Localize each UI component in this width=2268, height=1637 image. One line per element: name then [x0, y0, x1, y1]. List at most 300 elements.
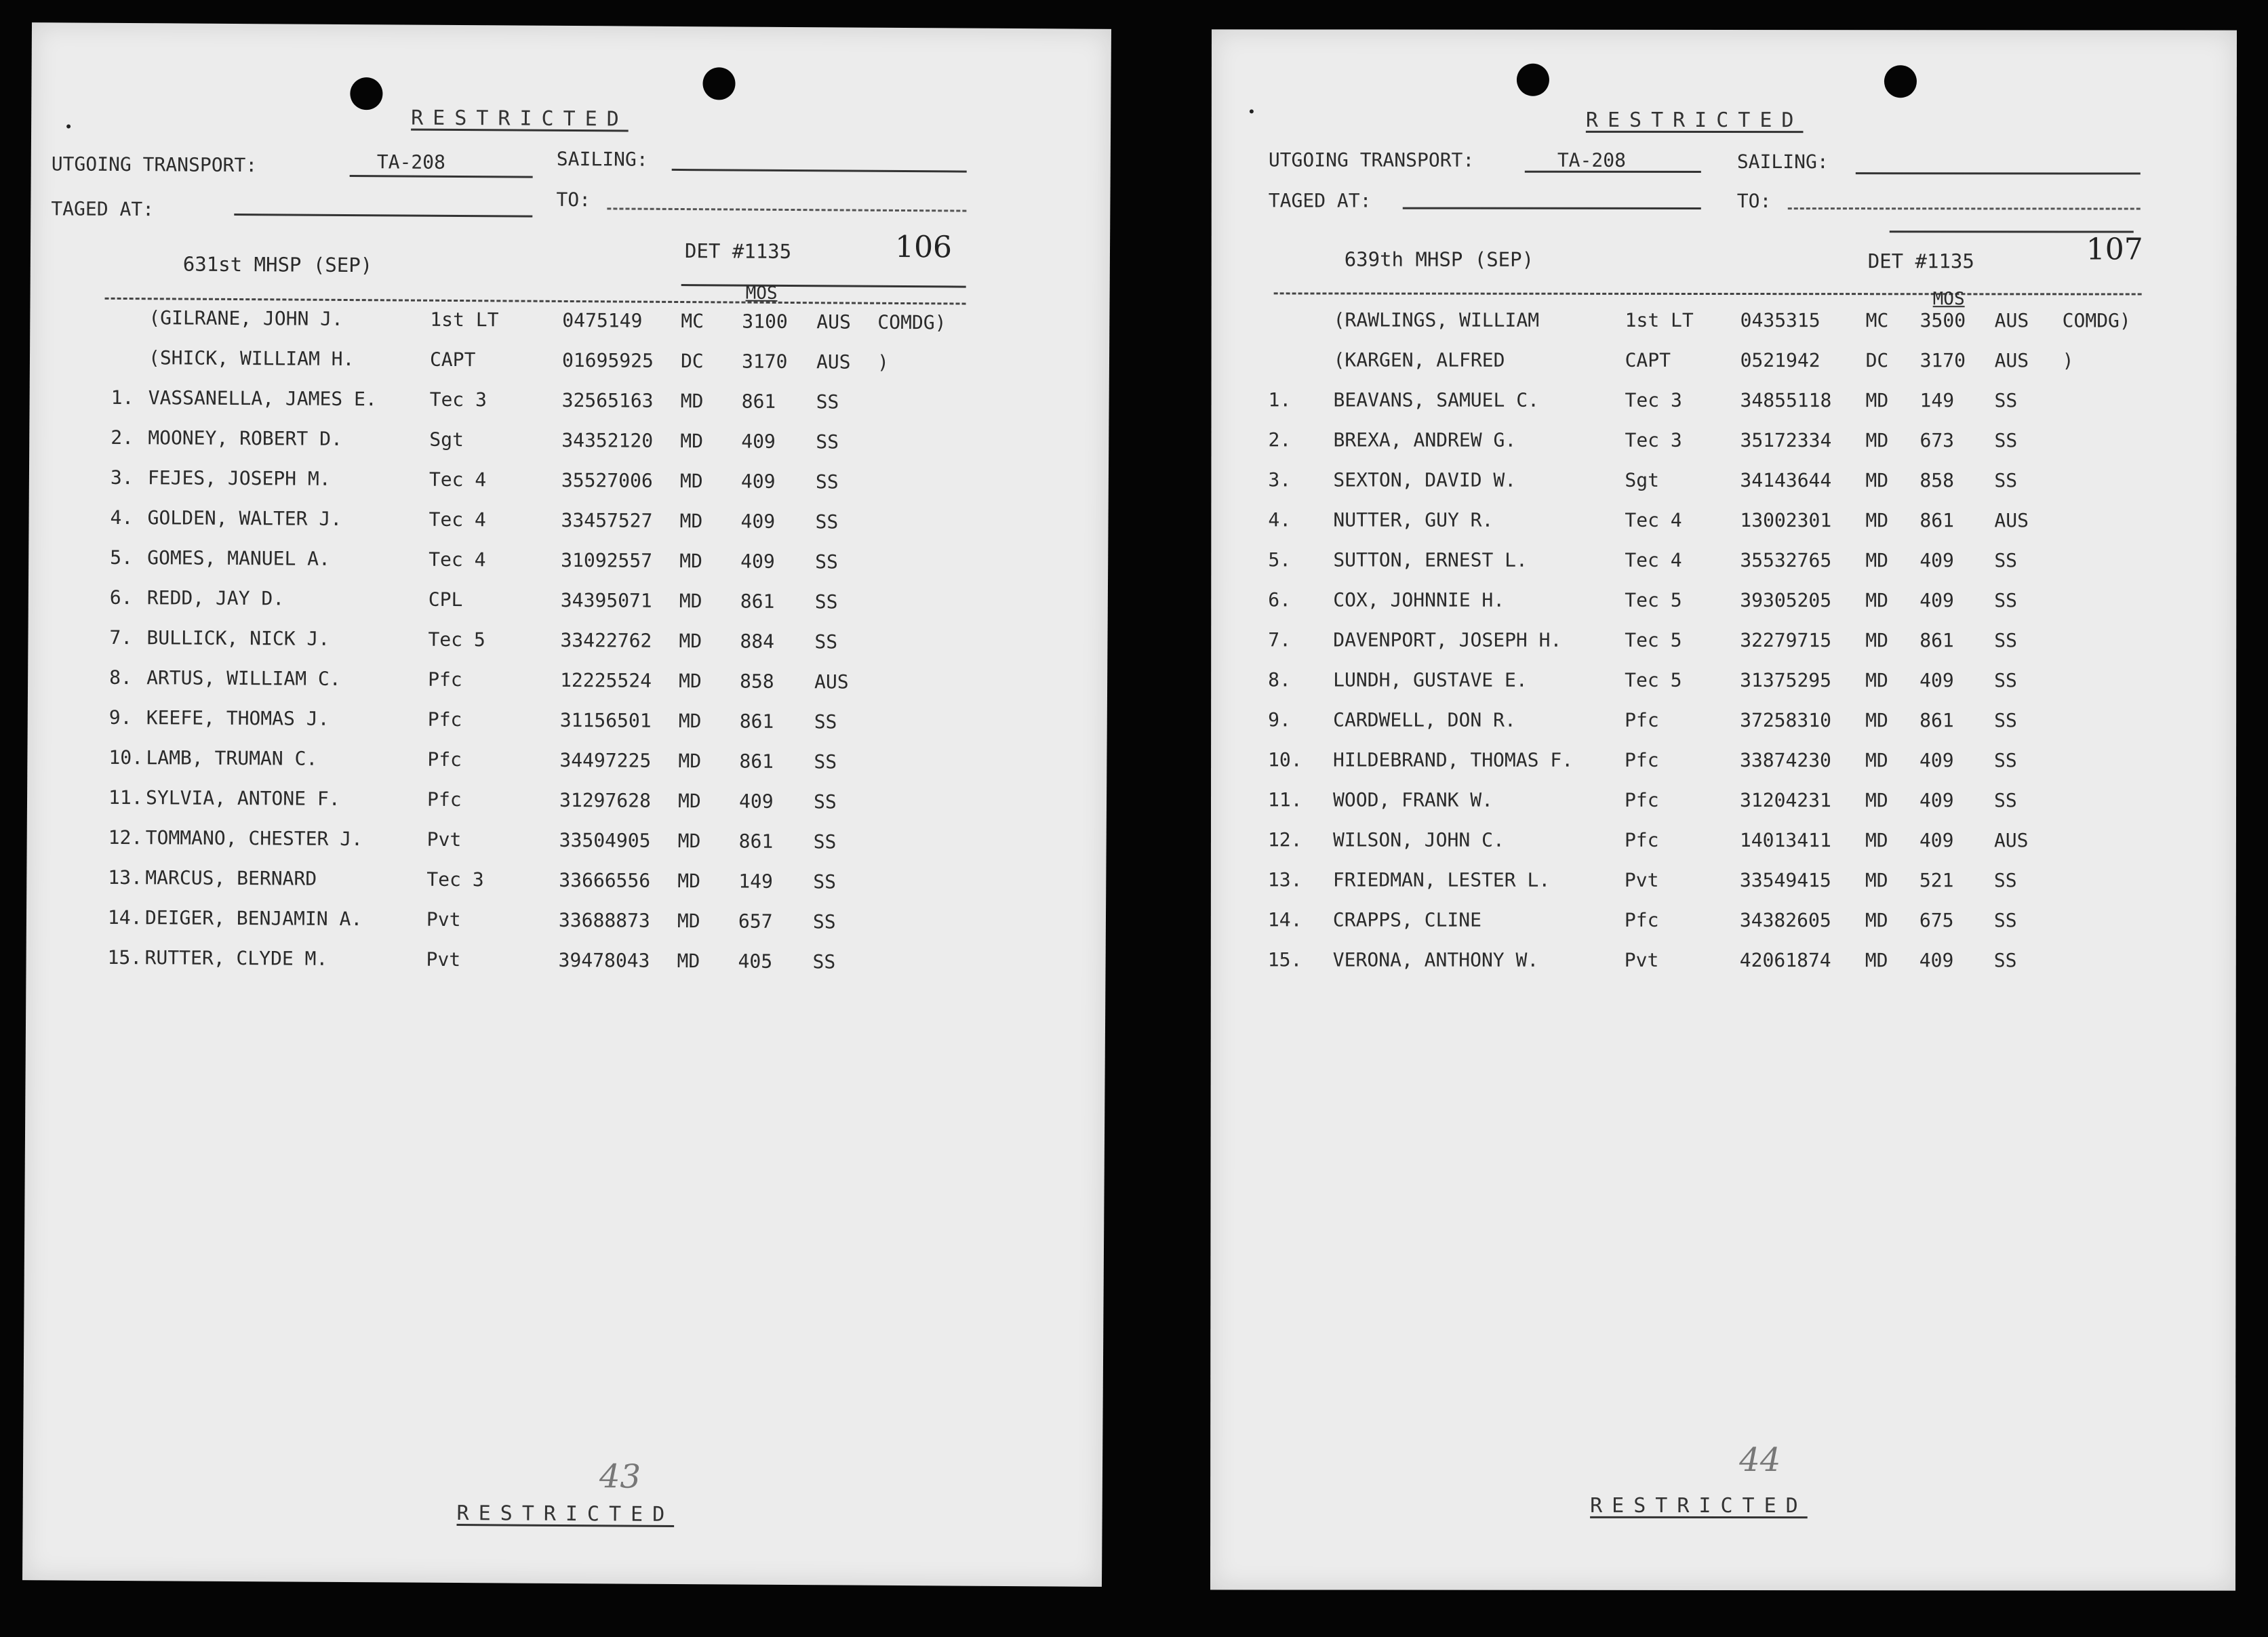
roster-row	[26, 906, 1043, 939]
rank: Tec 4	[1625, 548, 1682, 571]
component: SS	[1994, 589, 2018, 612]
rank: Pvt	[426, 948, 461, 971]
soldier-name: SYLVIA, ANTONE F.	[145, 786, 340, 810]
row-number: 11.	[1267, 788, 1302, 811]
mos-code: 3100	[742, 310, 788, 333]
branch: MD	[679, 590, 702, 613]
serial-number: 33504905	[559, 828, 651, 852]
soldier-name: KEEFE, THOMAS J.	[146, 706, 330, 730]
soldier-name: HILDEBRAND, THOMAS F.	[1333, 748, 1574, 771]
branch: MD	[680, 430, 704, 453]
rank: Pfc	[427, 708, 462, 731]
roster-row	[1211, 788, 2228, 816]
branch: MD	[1865, 709, 1888, 732]
roster-row	[26, 866, 1043, 899]
soldier-name: (GILRANE, JOHN J.	[148, 306, 344, 330]
serial-number: 01695925	[561, 348, 654, 372]
roster-row	[28, 666, 1045, 699]
row-number: 8.	[109, 666, 132, 689]
mos-code: 149	[738, 870, 773, 893]
unit-designation: 639th MHSP (SEP)	[1344, 247, 1534, 271]
header-rule	[1274, 292, 2142, 295]
component: AUS	[1993, 829, 2029, 852]
mos-code: 675	[1919, 909, 1954, 932]
soldier-name: LAMB, TRUMAN C.	[146, 746, 318, 770]
branch: MD	[1865, 469, 1889, 492]
roster-row	[1211, 948, 2228, 976]
to-line	[1788, 207, 2141, 209]
branch: MC	[681, 310, 704, 333]
rank: Tec 3	[426, 868, 484, 891]
roster-row	[27, 786, 1044, 819]
roster-row	[1211, 748, 2228, 776]
row-number: 15.	[107, 946, 142, 969]
row-number: 14.	[1267, 908, 1302, 931]
serial-number: 0435315	[1740, 309, 1821, 332]
rank: Pfc	[1624, 828, 1659, 851]
branch: MD	[678, 710, 702, 733]
rank: CPL	[428, 588, 463, 611]
transport-line	[1525, 171, 1701, 173]
component: SS	[812, 950, 836, 973]
component: AUS	[816, 350, 851, 373]
row-number: 15.	[1267, 948, 1302, 971]
to-line	[607, 207, 966, 211]
component: SS	[1994, 549, 2018, 572]
serial-number: 31204231	[1739, 789, 1831, 812]
branch: MD	[678, 750, 702, 773]
speck	[1250, 109, 1254, 113]
branch: MD	[1865, 869, 1888, 892]
left-page	[22, 22, 1111, 1587]
roster-row	[1211, 668, 2228, 696]
branch: DC	[680, 350, 704, 373]
outgoing-transport-label: UTGOING TRANSPORT:	[51, 153, 258, 177]
restricted-header: RESTRICTED	[1585, 108, 1804, 133]
row-number: 13.	[1267, 868, 1302, 891]
branch: MD	[679, 510, 703, 533]
roster-row	[30, 346, 1047, 379]
component: AUS	[1994, 349, 2029, 372]
serial-number: 39478043	[558, 948, 650, 972]
serial-number: 13002301	[1740, 509, 1832, 532]
component: SS	[815, 550, 839, 573]
serial-number: 31092557	[561, 548, 653, 572]
component: AUS	[1994, 309, 2029, 332]
soldier-name: GOMES, MANUEL A.	[147, 546, 331, 570]
rank: 1st LT	[430, 308, 499, 331]
rank: Tec 4	[429, 508, 486, 531]
serial-number: 33549415	[1739, 869, 1831, 892]
punch-hole	[702, 67, 735, 100]
mos-code: 861	[740, 590, 775, 613]
rank: Tec 3	[1625, 388, 1682, 411]
soldier-name: CRAPPS, CLINE	[1332, 908, 1482, 931]
component: SS	[1993, 909, 2017, 932]
branch: MD	[1865, 789, 1888, 812]
staged-at-line	[1403, 207, 1701, 209]
roster-row	[30, 306, 1047, 339]
component: SS	[1994, 469, 2018, 492]
branch: MD	[1865, 949, 1888, 972]
branch: MD	[1865, 669, 1888, 692]
soldier-name: LUNDH, GUSTAVE E.	[1333, 668, 1528, 691]
restricted-footer: RESTRICTED	[1590, 1493, 1808, 1518]
speck	[66, 124, 71, 128]
mos-code: 409	[1919, 749, 1954, 772]
component: AUS	[1994, 509, 2029, 532]
branch: MD	[679, 470, 703, 493]
component: SS	[1993, 949, 2017, 972]
serial-number: 34855118	[1740, 389, 1832, 412]
mos-column-header: MOS	[745, 283, 778, 304]
soldier-name: GOLDEN, WALTER J.	[147, 506, 342, 530]
component: SS	[816, 430, 839, 453]
roster-row	[30, 386, 1047, 419]
branch: MD	[1865, 829, 1888, 852]
roster-row	[1211, 588, 2228, 616]
roster-row	[1212, 388, 2229, 416]
mos-code: 409	[740, 550, 775, 573]
mos-code: 409	[740, 510, 776, 533]
detachment-number: DET #1135	[684, 239, 792, 264]
component: SS	[1993, 869, 2017, 892]
roster-row	[27, 826, 1044, 859]
roster-row	[1211, 868, 2228, 896]
component: SS	[1993, 789, 2017, 812]
mos-code: 409	[738, 790, 774, 813]
rank: 1st LT	[1625, 308, 1694, 331]
soldier-name: MOONEY, ROBERT D.	[148, 426, 342, 450]
component: SS	[813, 830, 837, 853]
soldier-name: DEIGER, BENJAMIN A.	[144, 906, 363, 931]
punch-hole	[1884, 65, 1917, 98]
soldier-name: BREXA, ANDREW G.	[1333, 428, 1517, 451]
serial-number: 0521942	[1740, 349, 1821, 372]
mos-code: 521	[1919, 869, 1954, 892]
mos-code: 409	[1919, 589, 1954, 612]
roster-row	[1211, 468, 2228, 496]
mos-code: 409	[741, 430, 776, 453]
branch: MD	[677, 909, 700, 933]
row-number: 9.	[1268, 708, 1291, 731]
mos-code: 409	[1919, 549, 1954, 572]
soldier-name: ARTUS, WILLIAM C.	[146, 666, 341, 690]
staged-at-label: TAGED AT:	[51, 197, 155, 221]
component: SS	[1994, 749, 2017, 772]
rank: Tec 4	[429, 548, 486, 571]
component: SS	[815, 470, 839, 493]
component: AUS	[816, 310, 852, 334]
rank: Pvt	[426, 828, 462, 851]
serial-number: 33874230	[1740, 749, 1831, 772]
sailing-label: SAILING:	[1736, 150, 1829, 174]
branch: MD	[1865, 549, 1889, 572]
rank: Pvt	[1624, 868, 1659, 891]
serial-number: 42061874	[1739, 949, 1831, 972]
roster-row	[27, 746, 1044, 779]
rank: Tec 3	[429, 388, 488, 411]
mos-code: 657	[738, 910, 773, 933]
restricted-footer: RESTRICTED	[456, 1501, 675, 1527]
rank: Pfc	[1624, 908, 1659, 931]
rank: Pvt	[426, 908, 461, 931]
serial-number: 32279715	[1740, 629, 1832, 652]
row-number: 3.	[1268, 468, 1292, 491]
serial-number: 34395071	[560, 588, 652, 612]
component: SS	[814, 750, 837, 773]
mos-code: 861	[739, 750, 774, 773]
component: SS	[815, 510, 839, 533]
unit-underline	[1890, 230, 2134, 233]
soldier-name: SEXTON, DAVID W.	[1333, 468, 1517, 491]
soldier-name: (SHICK, WILLIAM H.	[148, 346, 355, 371]
mos-code: 405	[738, 950, 773, 973]
row-number: 6.	[109, 586, 133, 609]
soldier-name: BEAVANS, SAMUEL C.	[1333, 388, 1539, 411]
punch-hole	[350, 77, 382, 110]
staged-at-label: TAGED AT:	[1268, 189, 1372, 212]
roster-row	[1211, 908, 2228, 936]
soldier-name: TOMMANO, CHESTER J.	[145, 826, 363, 851]
soldier-name: RUTTER, CLYDE M.	[144, 946, 328, 970]
mos-code: 858	[740, 670, 774, 693]
mos-column-header: MOS	[1932, 289, 1965, 310]
branch: MD	[677, 870, 701, 893]
serial-number: 34143644	[1740, 469, 1832, 492]
rank: Tec 4	[429, 468, 487, 491]
roster-row	[1212, 348, 2229, 376]
soldier-name: NUTTER, GUY R.	[1333, 508, 1494, 531]
role-note: )	[2062, 349, 2074, 372]
roster-row	[1212, 308, 2229, 336]
outgoing-transport-value: TA-208	[1557, 148, 1627, 171]
soldier-name: COX, JOHNNIE H.	[1333, 588, 1505, 611]
row-number: 6.	[1268, 588, 1292, 611]
serial-number: 34352120	[561, 428, 654, 452]
component: SS	[1994, 709, 2017, 732]
roster-row	[1211, 508, 2228, 536]
serial-number: 31375295	[1740, 669, 1832, 692]
soldier-name: REDD, JAY D.	[146, 586, 285, 610]
mos-code: 861	[1919, 509, 1954, 532]
serial-number: 33688873	[558, 908, 650, 932]
mos-code: 3170	[741, 350, 788, 373]
component: SS	[812, 910, 836, 933]
serial-number: 33666556	[559, 868, 651, 892]
mos-code: 3170	[1919, 349, 1966, 372]
roster-row	[29, 466, 1046, 499]
component: SS	[813, 790, 837, 813]
branch: MD	[680, 390, 704, 413]
branch: DC	[1865, 349, 1889, 372]
soldier-name: MARCUS, BERNARD	[145, 866, 317, 890]
role-note: COMDG)	[877, 310, 947, 334]
sailing-line	[1856, 172, 2141, 174]
transport-line	[350, 175, 533, 178]
soldier-name: FRIEDMAN, LESTER L.	[1332, 868, 1551, 891]
rank: Pvt	[1624, 948, 1659, 971]
serial-number: 12225524	[560, 668, 652, 692]
detachment-number: DET #1135	[1867, 249, 1974, 273]
to-label: TO:	[556, 188, 591, 211]
branch: MD	[1865, 749, 1888, 772]
branch: MD	[1865, 909, 1888, 932]
mos-code: 861	[1919, 629, 1954, 652]
rank: Pfc	[1625, 748, 1659, 771]
soldier-name: CARDWELL, DON R.	[1333, 708, 1516, 731]
row-number: 13.	[108, 866, 143, 889]
rank: Tec 5	[1625, 668, 1682, 691]
branch: MD	[1865, 389, 1889, 412]
outgoing-transport-label: UTGOING TRANSPORT:	[1268, 148, 1475, 171]
row-number: 2.	[111, 426, 134, 449]
soldier-name: WILSON, JOHN C.	[1332, 828, 1505, 851]
roster-row	[28, 586, 1046, 619]
component: SS	[814, 590, 838, 613]
mos-code: 673	[1919, 429, 1955, 452]
component: SS	[1994, 629, 2017, 652]
mos-code: 409	[1919, 949, 1954, 972]
row-number: 12.	[1267, 828, 1302, 851]
rank: Pfc	[428, 668, 462, 691]
serial-number: 33457527	[561, 508, 653, 532]
sailing-line	[672, 169, 967, 173]
row-number: 3.	[110, 466, 134, 489]
serial-number: 39305205	[1740, 589, 1832, 612]
unit-underline	[681, 284, 966, 288]
sailing-label: SAILING:	[556, 147, 648, 171]
mos-code: 858	[1919, 469, 1955, 492]
soldier-name: VASSANELLA, JAMES E.	[148, 386, 377, 411]
serial-number: 31156501	[559, 708, 652, 732]
serial-number: 35527006	[561, 468, 653, 492]
row-number: 1.	[1268, 388, 1292, 411]
rank: Sgt	[1625, 468, 1660, 491]
rank: Sgt	[429, 428, 464, 451]
component: SS	[1994, 389, 2018, 412]
row-number: 5.	[1268, 548, 1292, 571]
soldier-name: SUTTON, ERNEST L.	[1333, 548, 1528, 571]
row-number: 8.	[1268, 668, 1291, 691]
mos-code: 861	[738, 830, 774, 853]
branch: MD	[1865, 589, 1889, 612]
branch: MD	[679, 550, 703, 573]
roster-row	[1211, 828, 2228, 856]
branch: MD	[1865, 429, 1889, 452]
role-note: COMDG)	[2062, 309, 2131, 332]
rank: Pfc	[426, 788, 462, 811]
branch: MC	[1865, 309, 1889, 332]
punch-hole	[1517, 64, 1549, 96]
branch: MD	[679, 630, 702, 653]
mos-code: 409	[1919, 789, 1954, 812]
branch: MD	[1865, 509, 1889, 532]
row-number: 10.	[108, 746, 144, 769]
serial-number: 31297628	[559, 788, 651, 812]
unit-designation: 631st MHSP (SEP)	[182, 252, 373, 277]
component: AUS	[814, 670, 849, 693]
roster-row	[26, 946, 1043, 979]
soldier-name: VERONA, ANTHONY W.	[1332, 948, 1539, 971]
component: SS	[1994, 669, 2017, 692]
staged-at-line	[234, 214, 532, 218]
row-number: 4.	[1268, 508, 1292, 531]
branch: MD	[679, 670, 702, 693]
row-number: 2.	[1268, 428, 1292, 451]
rank: Tec 5	[1625, 588, 1682, 611]
mos-code: 861	[739, 710, 774, 733]
mos-code: 409	[740, 470, 776, 493]
rank: Tec 3	[1625, 428, 1682, 451]
rank: Tec 4	[1625, 508, 1682, 531]
header-rule	[105, 298, 966, 305]
soldier-name: FEJES, JOSEPH M.	[147, 466, 331, 490]
soldier-name: DAVENPORT, JOSEPH H.	[1333, 628, 1562, 651]
component: SS	[814, 630, 838, 653]
restricted-header: RESTRICTED	[411, 106, 629, 132]
rank: Pfc	[427, 748, 462, 771]
rank: Tec 5	[1625, 628, 1682, 651]
soldier-name: WOOD, FRANK W.	[1332, 788, 1494, 811]
roster-row	[28, 626, 1045, 659]
roster-row	[1211, 548, 2228, 576]
serial-number: 35532765	[1740, 549, 1832, 572]
component: SS	[814, 710, 837, 733]
mos-code: 409	[1919, 669, 1954, 692]
to-label: TO:	[1736, 190, 1772, 213]
branch: MD	[677, 830, 701, 853]
role-note: )	[877, 350, 889, 373]
row-number: 7.	[1268, 628, 1291, 651]
row-number: 1.	[111, 386, 134, 409]
mos-code: 884	[740, 630, 775, 653]
handwritten-number: 44	[1739, 1441, 1781, 1480]
right-page	[1210, 29, 2237, 1590]
serial-number: 34382605	[1739, 909, 1831, 932]
serial-number: 0475149	[562, 308, 643, 332]
roster-row	[29, 426, 1046, 459]
serial-number: 34497225	[559, 748, 652, 772]
serial-number: 35172334	[1740, 429, 1832, 452]
branch: MD	[677, 790, 701, 813]
outgoing-transport-value: TA-208	[376, 150, 446, 174]
component: SS	[816, 390, 839, 413]
soldier-name: BULLICK, NICK J.	[146, 626, 330, 650]
row-number: 5.	[110, 546, 134, 569]
mos-code: 861	[1919, 709, 1954, 732]
row-number: 4.	[110, 506, 134, 529]
row-number: 9.	[108, 706, 132, 729]
serial-number: 33422762	[560, 628, 652, 652]
mos-code: 149	[1919, 389, 1955, 412]
handwritten-number: 43	[599, 1457, 641, 1496]
row-number: 7.	[109, 626, 133, 649]
page-number: 107	[2086, 232, 2143, 267]
component: SS	[1994, 429, 2018, 452]
mos-code: 3500	[1919, 309, 1966, 332]
row-number: 12.	[108, 826, 143, 849]
serial-number: 14013411	[1739, 829, 1831, 852]
mos-code: 861	[741, 390, 776, 413]
branch: MD	[1865, 629, 1888, 652]
soldier-name: (KARGEN, ALFRED	[1333, 348, 1505, 371]
rank: CAPT	[1625, 348, 1671, 371]
roster-row	[28, 506, 1046, 539]
rank: Pfc	[1624, 788, 1659, 811]
mos-code: 409	[1919, 829, 1954, 852]
rank: Tec 5	[428, 628, 485, 651]
